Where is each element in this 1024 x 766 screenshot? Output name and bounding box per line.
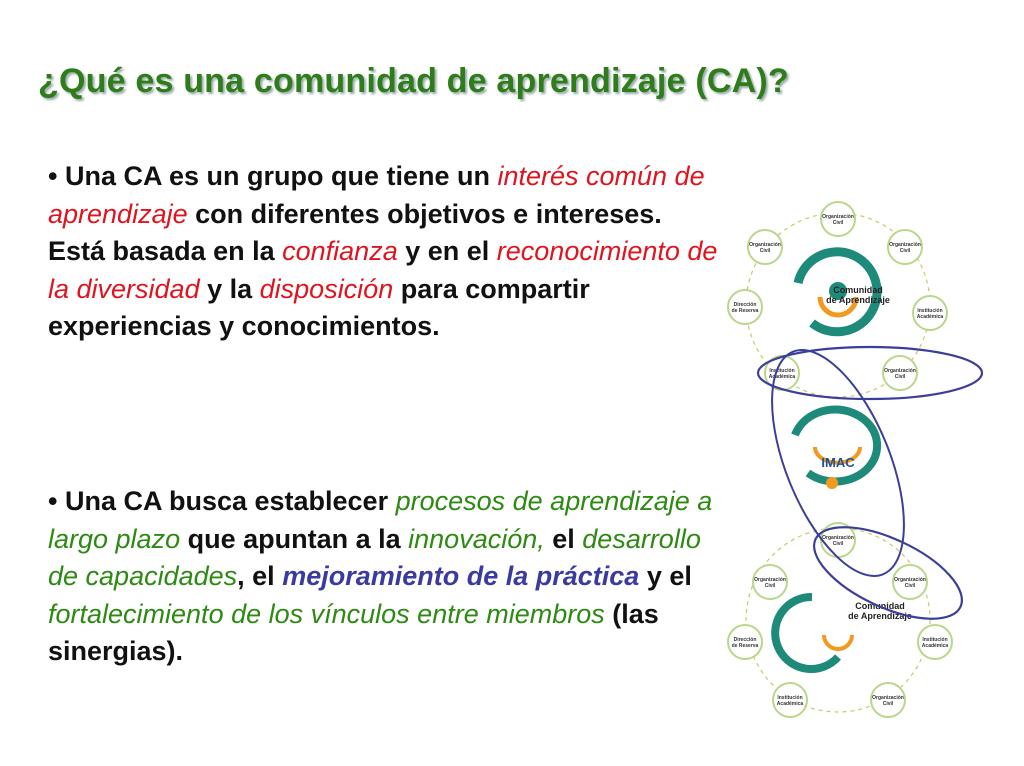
bottom-center-label-line1: Comunidad bbox=[855, 601, 905, 611]
text-segment: desarrollo de capacidades bbox=[48, 523, 701, 591]
bottom-node-label: Civil bbox=[832, 541, 844, 547]
text-segment: y en el bbox=[397, 236, 497, 266]
text-segment: confianza bbox=[282, 236, 398, 266]
imac-logo bbox=[795, 410, 877, 489]
bottom-node-label: Institución bbox=[777, 695, 803, 701]
text-segment: el bbox=[544, 523, 583, 554]
top-node-label: Civil bbox=[832, 220, 844, 226]
text-segment: interés común de aprendizaje bbox=[48, 161, 705, 229]
text-segment: (las sinergias). bbox=[48, 598, 659, 666]
top-center-label-line2: de Aprendizaje bbox=[826, 295, 890, 305]
text-segment: procesos de aprendizaje a largo plazo bbox=[48, 486, 713, 554]
top-node-label: de Reserva bbox=[731, 308, 759, 314]
top-node-label: Organización bbox=[889, 242, 921, 248]
bullet-paragraph-definition bbox=[48, 158, 724, 346]
top-node-label: Civil bbox=[899, 248, 911, 254]
bottom-group-nodes bbox=[728, 523, 952, 717]
text-segment: reconocimiento de la diversidad bbox=[48, 236, 718, 304]
bottom-node-label: de Reserva bbox=[731, 643, 759, 649]
bottom-node-label: Dirección bbox=[733, 637, 757, 643]
bottom-node-label: Organización bbox=[822, 535, 854, 541]
top-node-label: Civil bbox=[759, 248, 771, 254]
top-node-label: Organización bbox=[884, 368, 916, 374]
bottom-node-label: Civil bbox=[764, 583, 776, 589]
top-node-label: Organización bbox=[822, 214, 854, 220]
bottom-node-label: Organización bbox=[872, 695, 904, 701]
bottom-node-label: Académica bbox=[776, 701, 804, 707]
text-segment: para compartir experiencias y conocimientos. bbox=[48, 273, 590, 341]
bottom-community-logo bbox=[775, 597, 912, 669]
text-segment: disposición bbox=[259, 273, 394, 304]
bullet-paragraph-purpose bbox=[48, 483, 724, 671]
top-community-logo bbox=[798, 252, 890, 332]
bottom-node-label: Académica bbox=[921, 643, 949, 649]
text-segment: y el bbox=[639, 561, 692, 591]
imac-label: IMAC bbox=[821, 455, 855, 470]
text-segment: • Una CA es un grupo que tiene un bbox=[48, 161, 498, 191]
text-segment: , el bbox=[237, 561, 283, 591]
bottom-node-label: Organización bbox=[754, 577, 786, 583]
top-node-label: Organización bbox=[749, 242, 781, 248]
community-network-diagram bbox=[720, 195, 990, 735]
top-node-label: Institución bbox=[917, 308, 943, 314]
text-segment: y la bbox=[199, 273, 260, 304]
top-node-label: Académica bbox=[916, 314, 944, 320]
text-segment: con diferentes objetivos e intereses. Está basada en la bbox=[48, 198, 662, 266]
text-segment: innovación, bbox=[408, 523, 545, 554]
top-node-label: Institución bbox=[769, 368, 795, 374]
top-node-label: Dirección bbox=[733, 302, 757, 308]
slide-title: ¿Qué es una comunidad de aprendizaje (CA)? bbox=[38, 62, 789, 100]
text-segment: mejoramiento de la práctica bbox=[282, 561, 640, 591]
bottom-node-label: Organización bbox=[894, 577, 926, 583]
text-segment: fortalecimiento de los vínculos entre miembros bbox=[48, 598, 605, 629]
text-segment: que apuntan a la bbox=[180, 523, 409, 554]
bottom-node-label: Civil bbox=[904, 583, 916, 589]
top-node-label: Civil bbox=[894, 374, 906, 380]
bottom-node-label: Institución bbox=[922, 637, 948, 643]
bottom-node-label: Civil bbox=[882, 701, 894, 707]
top-node-label: Académica bbox=[768, 374, 796, 380]
bottom-center-label-line2: de Aprendizaje bbox=[848, 611, 912, 621]
top-center-label-line1: Comunidad bbox=[833, 285, 883, 295]
text-segment: • Una CA busca establecer bbox=[48, 486, 396, 516]
